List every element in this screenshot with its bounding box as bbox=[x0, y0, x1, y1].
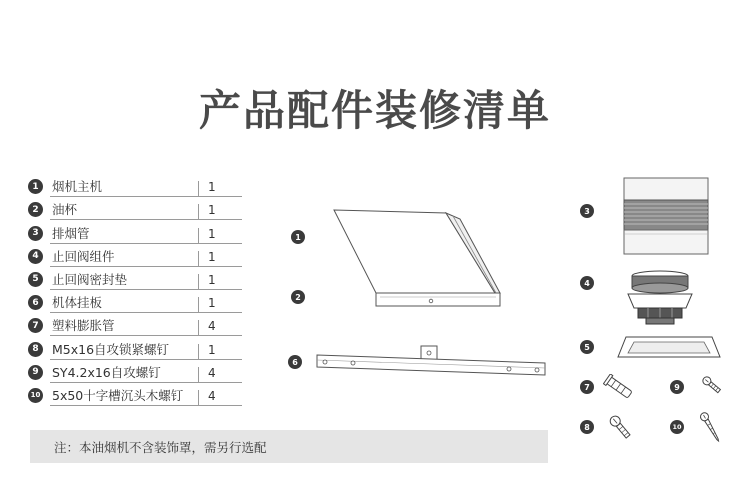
divider bbox=[198, 297, 199, 313]
part-quantity: 1 bbox=[208, 272, 216, 287]
callout-6: 6 bbox=[288, 355, 302, 369]
divider bbox=[198, 228, 199, 244]
part-quantity: 4 bbox=[208, 319, 216, 334]
note-bar bbox=[30, 430, 548, 463]
part-name: 排烟管 bbox=[52, 225, 90, 241]
callout-10: 10 bbox=[670, 420, 684, 434]
part-quantity: 4 bbox=[208, 388, 216, 403]
number-badge: 10 bbox=[28, 388, 43, 403]
divider bbox=[198, 367, 199, 383]
number-badge: 4 bbox=[28, 249, 43, 264]
part-quantity: 4 bbox=[208, 365, 216, 380]
callout-1: 1 bbox=[291, 230, 305, 244]
divider bbox=[198, 251, 199, 267]
part-quantity: 1 bbox=[208, 342, 216, 357]
list-item bbox=[28, 244, 242, 267]
number-badge: 1 bbox=[28, 179, 43, 194]
list-item bbox=[28, 290, 242, 313]
list-item bbox=[28, 383, 242, 406]
wood-screw-drawing bbox=[694, 410, 728, 446]
part-quantity: 1 bbox=[208, 180, 216, 195]
callout-9: 9 bbox=[670, 380, 684, 394]
list-item bbox=[28, 197, 242, 220]
expansion-tube-drawing bbox=[603, 374, 637, 402]
part-name: 止回阀密封垫 bbox=[52, 271, 128, 287]
part-quantity: 1 bbox=[208, 249, 216, 264]
divider bbox=[198, 320, 199, 336]
callout-7: 7 bbox=[580, 380, 594, 394]
list-item bbox=[28, 360, 242, 383]
callout-5: 5 bbox=[580, 340, 594, 354]
part-quantity: 1 bbox=[208, 226, 216, 241]
list-item bbox=[28, 220, 242, 243]
part-name: 机体挂板 bbox=[52, 295, 103, 311]
part-name: 塑料膨胀管 bbox=[52, 318, 115, 334]
list-item bbox=[28, 313, 242, 336]
check-valve-drawing bbox=[624, 268, 696, 328]
part-name: 油杯 bbox=[52, 202, 78, 218]
mounting-plate-drawing bbox=[313, 343, 549, 381]
number-badge: 9 bbox=[28, 365, 43, 380]
part-quantity: 1 bbox=[208, 203, 216, 218]
gasket-drawing bbox=[614, 333, 724, 361]
part-name: 5x50十字槽沉头木螺钉 bbox=[52, 387, 184, 403]
list-item bbox=[28, 174, 242, 197]
number-badge: 2 bbox=[28, 202, 43, 217]
divider bbox=[198, 344, 199, 360]
self-tapping-screw-drawing bbox=[700, 374, 726, 398]
callout-4: 4 bbox=[580, 276, 594, 290]
range-hood-drawing bbox=[328, 205, 503, 310]
number-badge: 8 bbox=[28, 342, 43, 357]
list-item bbox=[28, 336, 242, 359]
number-badge: 3 bbox=[28, 226, 43, 241]
divider bbox=[198, 181, 199, 197]
part-name: 烟机主机 bbox=[52, 179, 103, 195]
callout-3: 3 bbox=[580, 204, 594, 218]
number-badge: 7 bbox=[28, 318, 43, 333]
note-text: 注：本油烟机不含装饰罩，需另行选配 bbox=[54, 439, 267, 455]
callout-2: 2 bbox=[291, 290, 305, 304]
exhaust-pipe-drawing bbox=[620, 174, 712, 258]
divider bbox=[198, 274, 199, 290]
locking-screw-drawing bbox=[606, 414, 636, 442]
part-name: SY4.2x16自攻螺钉 bbox=[52, 364, 161, 380]
divider bbox=[198, 390, 199, 406]
list-item bbox=[28, 267, 242, 290]
number-badge: 5 bbox=[28, 272, 43, 287]
callout-8: 8 bbox=[580, 420, 594, 434]
number-badge: 6 bbox=[28, 295, 43, 310]
part-quantity: 1 bbox=[208, 296, 216, 311]
parts-list bbox=[28, 174, 242, 406]
part-name: M5x16自攻锁紧螺钉 bbox=[52, 341, 170, 357]
part-name: 止回阀组件 bbox=[52, 248, 115, 264]
page-title: 产品配件装修清单 bbox=[198, 86, 551, 135]
divider bbox=[198, 204, 199, 220]
